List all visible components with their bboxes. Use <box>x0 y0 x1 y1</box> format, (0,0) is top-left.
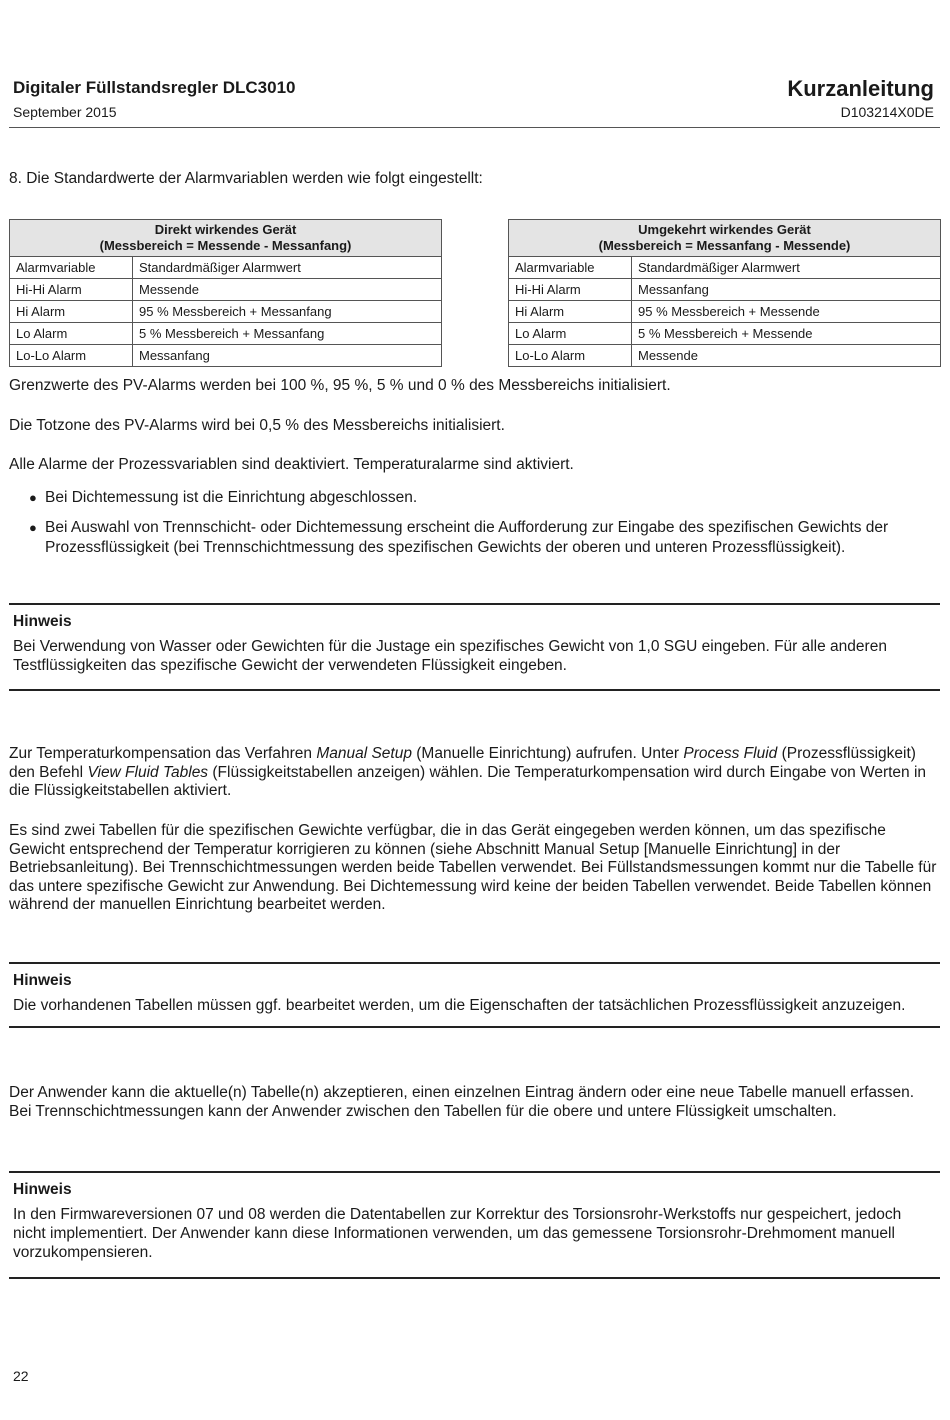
note-box <box>9 603 940 691</box>
table-row <box>509 257 941 279</box>
table-cell: Standardmäßiger Alarmwert <box>632 257 941 279</box>
table-cell: Lo-Lo Alarm <box>10 345 133 367</box>
document-type: Kurzanleitung <box>787 76 934 101</box>
page-header <box>9 76 940 128</box>
table-cell: 5 % Messbereich + Messende <box>632 323 941 345</box>
table-cell: Lo Alarm <box>10 323 133 345</box>
table-heading-line2: (Messbereich = Messanfang - Messende) <box>598 238 851 253</box>
table-heading-line2: (Messbereich = Messende - Messanfang) <box>99 238 352 253</box>
table-cell: Hi-Hi Alarm <box>509 279 632 301</box>
table-row <box>509 301 941 323</box>
table-cell: Messende <box>133 279 442 301</box>
note-title: Hinweis <box>13 613 72 630</box>
page-number: 22 <box>13 1368 29 1384</box>
text-segment: Zur Temperaturkompensation das Verfahren <box>9 745 317 762</box>
table-cell: Lo-Lo Alarm <box>509 345 632 367</box>
table-cell: Messanfang <box>133 345 442 367</box>
table-row <box>509 279 941 301</box>
list-item: ● Bei Dichtemessung ist die Einrichtung abgeschlossen. <box>9 488 940 508</box>
text-segment: (Flüssigkeitstabellen anzeigen) wählen. Die Temperaturkompensation wird durch Eingabe von Werten in die Flüssigkeitstabellen aktiviert. <box>9 763 927 799</box>
alarm-status-paragraph: Alle Alarme der Prozessvariablen sind deaktiviert. Temperaturalarme sind aktiviert. <box>9 456 574 473</box>
table-row <box>509 345 941 367</box>
specific-gravity-tables-paragraph: Es sind zwei Tabellen für die spezifischen Gewichte verfügbar, die in das Gerät eingegeben werden können, um das spezifische Gewicht entsprechend der Temperatur korrigieren zu können (siehe Abschnitt Manual Setup [Manuelle Einrichtung] in der Betriebsanleitung). Bei Trennschichtmessungen werden beide Tabellen verwendet. Bei Füllstandsmessungen kommt nur die Tabelle für das untere spezifische Gewicht zur Anwendung. Bei Dichtemessung wird keine der beiden Tabellen verwendet. Beide Tabellen können während der manuellen Einrichtung bearbeitet werden. <box>9 822 937 913</box>
table-heading <box>509 220 941 257</box>
list-item: ● Bei Auswahl von Trennschicht- oder Dichtemessung erscheint die Aufforderung zur Eingabe des spezifischen Gewichts der Prozessflüssigkeit (bei Trennschichtmessung des spezifischen Gewichts der oberen und unteren Prozessflüssigkeit). <box>9 518 940 558</box>
table-row <box>10 301 442 323</box>
table-row <box>10 279 442 301</box>
direct-acting-alarm-table <box>9 219 442 367</box>
table-cell: 5 % Messbereich + Messanfang <box>133 323 442 345</box>
reverse-acting-alarm-table <box>508 219 941 367</box>
note-box <box>9 962 940 1028</box>
user-options-paragraph: Der Anwender kann die aktuelle(n) Tabelle(n) akzeptieren, einen einzelnen Eintrag ändern oder eine neue Tabelle manuell erfassen. Bei Trennschichtmessungen kann der Anwender zwischen den Tabellen für die obere und untere Flüssigkeit umschalten. <box>9 1084 915 1120</box>
table-cell: Standardmäßiger Alarmwert <box>133 257 442 279</box>
table-cell: Messende <box>632 345 941 367</box>
table-heading <box>10 220 442 257</box>
note-box <box>9 1171 940 1279</box>
step-intro: 8. Die Standardwerte der Alarmvariablen werden wie folgt eingestellt: <box>9 170 483 187</box>
menu-reference: View Fluid Tables <box>87 763 209 781</box>
bullet-list <box>9 488 940 568</box>
table-cell: Lo Alarm <box>509 323 632 345</box>
table-row <box>10 323 442 345</box>
table-row <box>10 345 442 367</box>
table-header-row <box>509 220 941 257</box>
document-title: Digitaler Füllstandsregler DLC3010 <box>13 78 296 97</box>
note-title: Hinweis <box>13 972 72 989</box>
table-cell: 95 % Messbereich + Messanfang <box>133 301 442 323</box>
document-number: D103214X0DE <box>840 104 934 120</box>
table-cell: Hi Alarm <box>509 301 632 323</box>
table-cell: Alarmvariable <box>10 257 133 279</box>
note-title: Hinweis <box>13 1181 72 1198</box>
text-segment: (Manuelle Einrichtung) aufrufen. Unter <box>411 745 684 762</box>
table-row <box>509 323 941 345</box>
table-row <box>10 257 442 279</box>
document-date: September 2015 <box>13 104 117 120</box>
table-cell: Alarmvariable <box>509 257 632 279</box>
table-heading-line1: Umgekehrt wirkendes Gerät <box>638 222 811 237</box>
pv-alarm-limits-paragraph: Grenzwerte des PV-Alarms werden bei 100 %, 95 %, 5 % und 0 % des Messbereichs initialisiert. <box>9 377 671 394</box>
table-cell: Messanfang <box>632 279 941 301</box>
table-cell: Hi-Hi Alarm <box>10 279 133 301</box>
menu-reference: Process Fluid <box>683 745 778 762</box>
table-header-row <box>10 220 442 257</box>
temperature-compensation-paragraph <box>9 745 940 801</box>
table-cell: Hi Alarm <box>10 301 133 323</box>
text-segment: (Prozessflüssigkeit) den Befehl <box>9 745 916 781</box>
note-text: Die vorhandenen Tabellen müssen ggf. bearbeitet werden, um die Eigenschaften der tatsächlichen Prozessflüssigkeit anzuzeigen. <box>13 997 906 1014</box>
note-text: In den Firmwareversionen 07 und 08 werden die Datentabellen zur Korrektur des Torsionsrohr-Werkstoffs nur gespeichert, jedoch nicht implementiert. Der Anwender kann diese Informationen verwenden, um das gemessene Torsionsrohr-Drehmoment manuell vorzukompensieren. <box>13 1206 902 1261</box>
note-text: Bei Verwendung von Wasser oder Gewichten für die Justage ein spezifisches Gewicht von 1,0 SGU eingeben. Für alle anderen Testflüssigkeiten das spezifische Gewicht der verwendeten Flüssigkeit eingeben. <box>13 638 887 674</box>
table-cell: 95 % Messbereich + Messende <box>632 301 941 323</box>
table-heading-line1: Direkt wirkendes Gerät <box>154 222 297 237</box>
pv-alarm-deadband-paragraph: Die Totzone des PV-Alarms wird bei 0,5 % des Messbereichs initialisiert. <box>9 417 505 434</box>
menu-reference: Manual Setup <box>316 745 412 762</box>
